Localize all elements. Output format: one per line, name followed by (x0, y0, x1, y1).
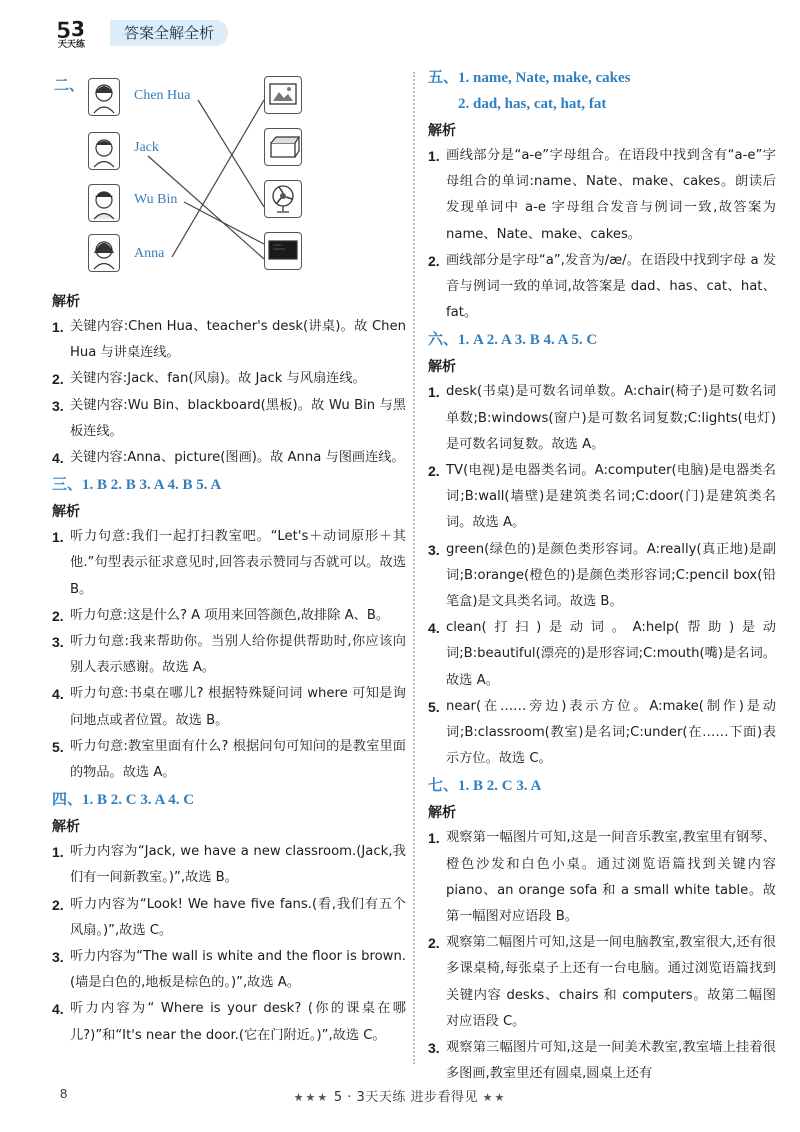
brand-logo (54, 14, 118, 48)
footer-tagline (0, 1086, 800, 1105)
fan-icon (264, 180, 302, 218)
section-7-analysis-list (428, 825, 776, 1087)
list-item: 4. 听力句意:书桌在哪儿? 根据特殊疑问词 where 可知是询问地点或者位置。故选 B。 (52, 686, 406, 728)
name-wu-bin: Wu Bin (134, 192, 178, 207)
match-line-anna-picture (172, 100, 264, 257)
answer-key-banner: 答案全解全析 (110, 20, 228, 46)
section-5-header: 五、1. name, Nate, make, cakes 2. dad, has, cat, hat, fat (428, 64, 776, 117)
list-item: 1. 观察第一幅图片可知,这是一间音乐教室,教室里有钢琴、橙色沙发和白色小桌。通过浏览语篇找到关键内容 piano、an orange sofa 和 a small white table。故第一幅图对应语段 B。 (428, 830, 776, 925)
list-item: 1. 听力内容为“Jack, we have a new classroom.(Jack,我们有一间新教室。)”,故选 B。 (52, 844, 406, 886)
section-2-analysis-label: 解析 (52, 294, 80, 310)
desk-icon (264, 128, 302, 166)
section-7-header: 七、1. B 2. C 3. A (428, 776, 542, 795)
list-item: 2. 关键内容:Jack、fan(风扇)。故 Jack 与风扇连线。 (52, 371, 366, 388)
blackboard-icon (264, 232, 302, 270)
svg-text:5: 5 (56, 19, 72, 44)
list-item: 2. 听力句意:这是什么? A 项用来回答颜色,故排除 A、B。 (52, 607, 390, 624)
section-5-answer-line-2: 2. dad, has, cat, hat, fat (458, 96, 607, 112)
name-jack: Jack (134, 140, 159, 155)
footer-stars-left: ★★★ (293, 1091, 330, 1104)
list-item: 4. 关键内容:Anna、picture(图画)。故 Anna 与图画连线。 (52, 450, 405, 467)
section-4-analysis-label: 解析 (52, 819, 80, 836)
wu-bin-portrait (88, 184, 120, 222)
column-divider (413, 72, 415, 1064)
footer-slogan: 5 · 3天天练 进步看得见 (333, 1090, 478, 1105)
picture-icon (264, 76, 302, 114)
name-anna: Anna (134, 246, 165, 261)
section-5-analysis-label: 解析 (428, 123, 456, 139)
list-item: 1. 听力句意:我们一起打扫教室吧。“Let's＋动词原形＋其他.”句型表示征求意见时,回答表示赞同与否就可以。故选 B。 (52, 529, 406, 597)
section-4-answers: 1. B 2. C 3. A 4. C (82, 792, 195, 809)
list-item: 2. 观察第二幅图片可知,这是一间电脑教室,教室很大,还有很多课桌椅,每张桌子上还有一台电脑。通过浏览语篇找到关键内容 desks、chairs 和 computers。故第二幅图对应语段 C。 (428, 935, 776, 1029)
section-4-header: 四、1. B 2. C 3. A 4. C (52, 790, 195, 809)
list-item: 3. 听力内容为“The wall is white and the floor is brown.(墙是白色的,地板是棕色的。)”,故选 A。 (52, 949, 406, 991)
matching-exercise (52, 64, 406, 286)
chen-hua-portrait (88, 78, 120, 116)
list-item: 5. near(在……旁边)表示方位。A:make(制作)是动词;B:classroom(教室)是名词;C:under(在……下面)表示方位。故选 C。 (428, 698, 776, 767)
page-number: 8 (60, 1086, 68, 1101)
list-item: 3. 关键内容:Wu Bin、blackboard(黑板)。故 Wu Bin 与黑板连线。 (52, 397, 406, 439)
section-2-label: 二、 (54, 76, 85, 94)
list-item: 3. green(绿色的)是颜色类形容词。A:really(真正地)是副词;B:orange(橙色的)是颜色类形容词;C:pencil box(铅笔盒)是文具类名词。故选 B。 (428, 541, 776, 610)
list-item: 2. 听力内容为“Look! We have five fans.(看,我们有五个风扇。)”,故选 C。 (52, 896, 406, 938)
section-7-analysis-label: 解析 (428, 805, 456, 822)
list-item: 4. clean(打扫)是动词。A:help(帮助)是动词;B:beautiful(漂亮的)是形容词;C:mouth(嘴)是名词。故选 A。 (428, 620, 776, 688)
svg-text:天天练: 天天练 (58, 40, 86, 48)
match-line-wubin-blackboard-2 (184, 202, 264, 244)
left-column (52, 64, 406, 1049)
list-item: 1. 画线部分是“a-e”字母组合。在语段中找到含有“a-e”字母组合的单词:name、Nate、make、cakes。朗读后发现单词中 a-e 字母组合发音与例词一致,故答案为 name、Nate、make、cakes。 (428, 148, 776, 242)
section-5-answer-line-1: 1. name, Nate, make, cakes (458, 70, 631, 86)
section-6-analysis-label: 解析 (428, 359, 456, 376)
right-column (428, 64, 776, 1088)
footer-stars-right: ★★ (482, 1091, 507, 1104)
list-item: 2. TV(电视)是电器类名词。A:computer(电脑)是电器类名词;B:wall(墙壁)是建筑类名词;C:door(门)是建筑类名词。故选 A。 (428, 463, 776, 531)
section-3-analysis-label: 解析 (52, 504, 80, 521)
section-3-answers: 1. B 2. B 3. A 4. B 5. A (82, 477, 222, 494)
list-item: 5. 听力句意:教室里面有什么? 根据问句可知问的是教室里面的物品。故选 A。 (52, 738, 406, 781)
section-3-analysis-list (52, 524, 406, 786)
list-item: 3. 听力句意:我来帮助你。当别人给你提供帮助时,你应该向别人表示感谢。故选 A。 (52, 634, 406, 676)
section-7-answers: 1. B 2. C 3. A (458, 778, 542, 795)
section-3-header: 三、1. B 2. B 3. A 4. B 5. A (52, 475, 222, 494)
list-item: 3. 观察第三幅图片可知,这是一间美术教室,教室墙上挂着很多图画,教室里还有圆桌,圆桌上还有 (428, 1040, 776, 1082)
list-item: 2. 画线部分是字母“a”,发音为/æ/。在语段中找到字母 a 发音与例词一致的单词,故答案是 dad、has、cat、hat、fat。 (428, 252, 776, 321)
name-chen-hua: Chen Hua (134, 88, 191, 103)
svg-text:3: 3 (71, 17, 85, 41)
section-6-answers: 1. A 2. A 3. B 4. A 5. C (458, 332, 598, 349)
section-2-analysis-list (52, 314, 406, 471)
list-item: 1. desk(书桌)是可数名词单数。A:chair(椅子)是可数名词单数;B:windows(窗户)是可数名词复数;C:lights(电灯)是可数名词复数。故选 A。 (428, 384, 776, 452)
list-item: 4. 听力内容为“ Where is your desk? (你的课桌在哪儿?)”和“It's near the door.(它在门附近。)”,故选 C。 (52, 1001, 406, 1043)
section-6-header: 六、1. A 2. A 3. B 4. A 5. C (428, 330, 598, 349)
anna-portrait (88, 234, 120, 272)
section-6-analysis-list (428, 379, 776, 772)
jack-portrait (88, 132, 120, 170)
list-item: 1. 关键内容:Chen Hua、teacher's desk(讲桌)。故 Chen Hua 与讲桌连线。 (52, 319, 406, 361)
section-4-analysis-list (52, 839, 406, 1049)
section-5-analysis-list (428, 143, 776, 326)
page-footer (0, 1086, 800, 1116)
